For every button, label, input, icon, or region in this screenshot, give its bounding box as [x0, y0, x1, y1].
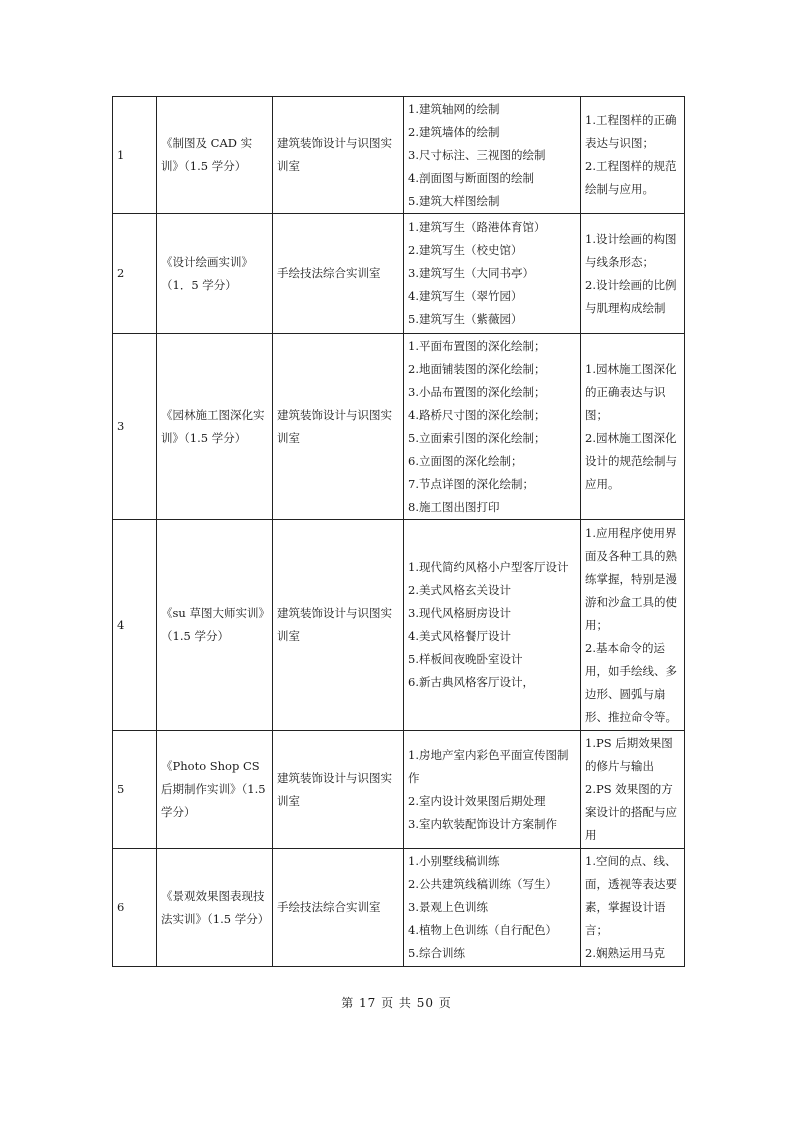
training-content: [404, 334, 581, 520]
goal-item: 1.设计绘画的构图与线条形态；: [585, 231, 677, 269]
table-row: [113, 731, 685, 849]
content-item: 2.公共建筑线稿训练（写生）: [408, 877, 557, 891]
content-item: 8.施工图出图打印: [408, 499, 500, 514]
row-number: 5: [113, 731, 157, 849]
content-item: 4.路桥尺寸图的深化绘制；: [408, 407, 546, 422]
training-room: 建筑装饰设计与识图实训室: [273, 520, 404, 731]
content-item: 2.美式风格玄关设计: [408, 583, 511, 597]
training-room: 建筑装饰设计与识图实训室: [273, 97, 404, 214]
row-number: 4: [113, 520, 157, 731]
content-item: 5.立面索引图的深化绘制；: [408, 430, 546, 445]
content-item: 2.建筑墙体的绘制: [408, 124, 500, 139]
goal-item: 2.基本命令的运用，如手绘线、多边形、圆弧与扇形、推拉命令等。: [585, 640, 677, 724]
training-room: 手绘技法综合实训室: [273, 849, 404, 967]
page-footer: 第 17 页 共 50 页: [341, 996, 452, 1010]
training-goal: [581, 849, 685, 967]
content-item: 2.建筑写生（校史馆）: [408, 243, 523, 257]
training-content: [404, 214, 581, 334]
content-item: 3.建筑写生（大同书亭）: [408, 266, 534, 280]
course-name: 《su 草图大师实训》（1.5 学分）: [157, 520, 273, 731]
content-item: 3.小品布置图的深化绘制；: [408, 384, 546, 399]
content-item: 4.建筑写生（翠竹园）: [408, 289, 523, 303]
training-content: [404, 97, 581, 214]
training-goal: [581, 214, 685, 334]
table-row: [113, 97, 685, 214]
goal-item: 2.PS 效果图的方案设计的搭配与应用: [585, 782, 677, 842]
content-item: 1.建筑轴网的绘制: [408, 101, 500, 116]
training-goal: [581, 334, 685, 520]
content-item: 5.建筑写生（紫薇园）: [408, 312, 523, 326]
goal-item: 2.工程图样的规范绘制与应用。: [585, 159, 677, 196]
content-item: 6.立面图的深化绘制；: [408, 453, 523, 468]
row-number: 1: [113, 97, 157, 214]
goal-item: 1.空间的点、线、面，透视等表达要素，掌握设计语言；: [585, 854, 677, 937]
training-room: 手绘技法综合实训室: [273, 214, 404, 334]
course-name: 《景观效果图表现技法实训》（1.5 学分）: [157, 849, 273, 967]
goal-item: 2.设计绘画的比例与肌理构成绘制: [585, 277, 677, 315]
training-goal: [581, 731, 685, 849]
training-content: [404, 849, 581, 967]
training-room: 建筑装饰设计与识图实训室: [273, 731, 404, 849]
goal-item: 2.娴熟运用马克: [585, 946, 665, 960]
goal-item: 1.PS 后期效果图的修片与输出: [585, 736, 673, 773]
goal-item: 1.工程图样的正确表达与识图；: [585, 113, 677, 150]
content-item: 2.室内设计效果图后期处理: [408, 793, 546, 808]
content-item: 3.现代风格厨房设计: [408, 606, 511, 620]
goal-item: 1.应用程序使用界面及各种工具的熟练掌握，特别是漫游和沙盒工具的使用；: [585, 525, 677, 632]
content-item: 5.样板间夜晚卧室设计: [408, 652, 523, 666]
content-item: 3.室内软装配饰设计方案制作: [408, 816, 557, 831]
goal-item: 1.园林施工图深化的正确表达与识图；: [585, 361, 677, 422]
table-row: [113, 520, 685, 731]
course-name: 《Photo Shop CS 后期制作实训》（1.5 学分）: [157, 731, 273, 849]
table-row: [113, 334, 685, 520]
content-item: 6.新古典风格客厅设计，: [408, 675, 534, 689]
content-item: 4.美式风格餐厅设计: [408, 629, 511, 643]
content-item: 1.现代简约风格小户型客厅设计: [408, 560, 569, 574]
training-content: [404, 520, 581, 731]
table-row: [113, 849, 685, 967]
table-row: [113, 214, 685, 334]
content-item: 4.植物上色训练（自行配色）: [408, 923, 557, 937]
row-number: 2: [113, 214, 157, 334]
content-item: 5.综合训练: [408, 946, 465, 960]
content-item: 3.尺寸标注、三视图的绘制: [408, 147, 546, 162]
training-room: 建筑装饰设计与识图实训室: [273, 334, 404, 520]
course-name: 《园林施工图深化实训》（1.5 学分）: [157, 334, 273, 520]
content-item: 1.房地产室内彩色平面宣传图制作: [408, 747, 569, 785]
training-table: [112, 96, 685, 967]
content-item: 1.建筑写生（路港体育馆）: [408, 220, 546, 234]
content-item: 1.小别墅线稿训练: [408, 854, 500, 868]
content-item: 2.地面铺装图的深化绘制；: [408, 361, 546, 376]
goal-item: 2.园林施工图深化设计的规范绘制与应用。: [585, 430, 677, 491]
training-goal: [581, 97, 685, 214]
training-goal: [581, 520, 685, 731]
content-item: 1.平面布置图的深化绘制；: [408, 338, 546, 353]
training-content: [404, 731, 581, 849]
training-table-body: [113, 97, 685, 967]
content-item: 7.节点详图的深化绘制；: [408, 476, 534, 491]
row-number: 6: [113, 849, 157, 967]
row-number: 3: [113, 334, 157, 520]
content-item: 4.剖面图与断面图的绘制: [408, 170, 534, 185]
course-name: 《制图及 CAD 实训》（1.5 学分）: [157, 97, 273, 214]
course-name: 《设计绘画实训》（1．5 学分）: [157, 214, 273, 334]
content-item: 3.景观上色训练: [408, 900, 488, 914]
content-item: 5.建筑大样图绘制: [408, 193, 500, 208]
